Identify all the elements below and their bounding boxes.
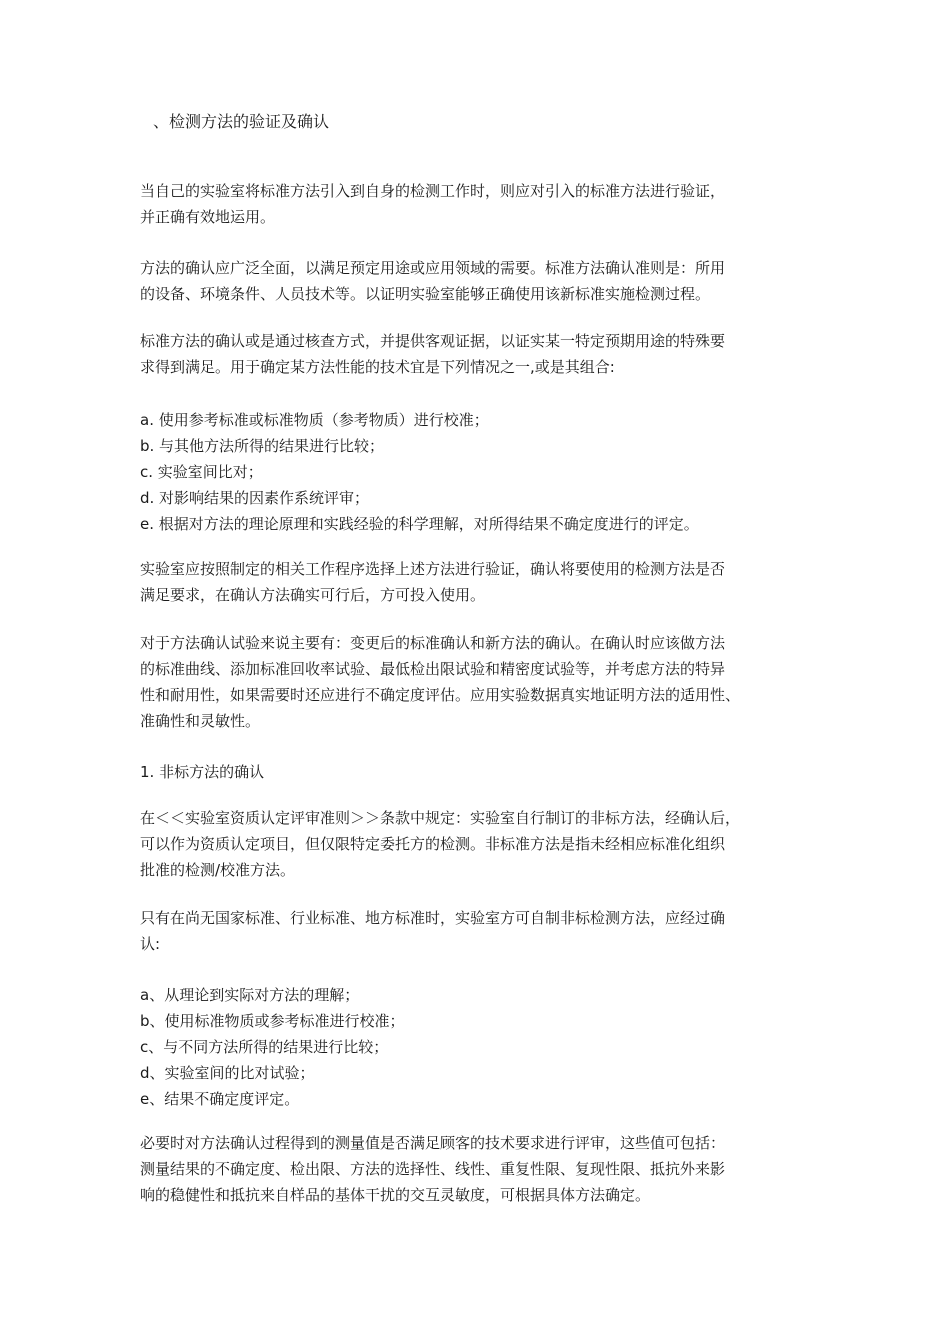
list-item: e. 根据对方法的理论原理和实践经验的科学理解，对所得结果不确定度进行的评定。 xyxy=(140,515,699,533)
list-item: d、实验室间的比对试验； xyxy=(140,1064,315,1082)
section-heading: 、检测方法的验证及确认 xyxy=(153,112,330,131)
paragraph-line: 标准方法的确认或是通过核查方式，并提供客观证据，以证实某一特定预期用途的特殊要 xyxy=(140,332,726,350)
paragraph-line: 性和耐用性，如果需要时还应进行不确定度评估。应用实验数据真实地证明方法的适用性、 xyxy=(140,686,741,704)
paragraph-line: 批准的检测/校准方法。 xyxy=(140,861,296,879)
paragraph-line: 必要时对方法确认过程得到的测量值是否满足顾客的技术要求进行评审，这些值可包括： xyxy=(140,1134,726,1152)
list-item: a、从理论到实际对方法的理解； xyxy=(140,986,360,1004)
list-item: b. 与其他方法所得的结果进行比较； xyxy=(140,437,385,455)
list-item: c、与不同方法所得的结果进行比较； xyxy=(140,1038,389,1056)
list-item: c. 实验室间比对； xyxy=(140,463,263,481)
paragraph-line: 方法的确认应广泛全面，以满足预定用途或应用领域的需要。标准方法确认准则是：所用 xyxy=(140,259,726,277)
paragraph-line: 测量结果的不确定度、检出限、方法的选择性、线性、重复性限、复现性限、抵抗外来影 xyxy=(140,1160,726,1178)
paragraph-line: 在＜＜实验室资质认定评审准则＞＞条款中规定：实验室自行制订的非标方法，经确认后， xyxy=(140,809,741,827)
paragraph-line: 实验室应按照制定的相关工作程序选择上述方法进行验证，确认将要使用的检测方法是否 xyxy=(140,560,726,578)
paragraph-line: 当自己的实验室将标准方法引入到自身的检测工作时，则应对引入的标准方法进行验证， xyxy=(140,182,726,200)
paragraph-line: 响的稳健性和抵抗来自样品的基体干扰的交互灵敏度，可根据具体方法确定。 xyxy=(140,1186,651,1204)
paragraph-line: 满足要求，在确认方法确实可行后，方可投入使用。 xyxy=(140,586,486,604)
list-item: b、使用标准物质或参考标准进行校准； xyxy=(140,1012,405,1030)
paragraph-line: 并正确有效地运用。 xyxy=(140,208,276,226)
paragraph-line: 对于方法确认试验来说主要有：变更后的标准确认和新方法的确认。在确认时应该做方法 xyxy=(140,634,726,652)
paragraph-line: 准确性和灵敏性。 xyxy=(140,712,261,730)
list-item: e、结果不确定度评定。 xyxy=(140,1090,300,1108)
list-item: a. 使用参考标准或标准物质（参考物质）进行校准； xyxy=(140,411,489,429)
subsection-heading: 1. 非标方法的确认 xyxy=(140,763,265,781)
paragraph-line: 可以作为资质认定项目，但仅限特定委托方的检测。非标准方法是指未经相应标准化组织 xyxy=(140,835,726,853)
paragraph-line: 的标准曲线、添加标准回收率试验、最低检出限试验和精密度试验等，并考虑方法的特异 xyxy=(140,660,726,678)
paragraph-line: 只有在尚无国家标准、行业标准、地方标准时，实验室方可自制非标检测方法，应经过确 xyxy=(140,909,726,927)
paragraph-line: 求得到满足。用于确定某方法性能的技术宜是下列情况之一,或是其组合: xyxy=(140,358,615,376)
paragraph-line: 的设备、环境条件、人员技术等。以证明实验室能够正确使用该新标准实施检测过程。 xyxy=(140,285,711,303)
paragraph-line: 认: xyxy=(140,935,161,953)
list-item: d. 对影响结果的因素作系统评审； xyxy=(140,489,370,507)
